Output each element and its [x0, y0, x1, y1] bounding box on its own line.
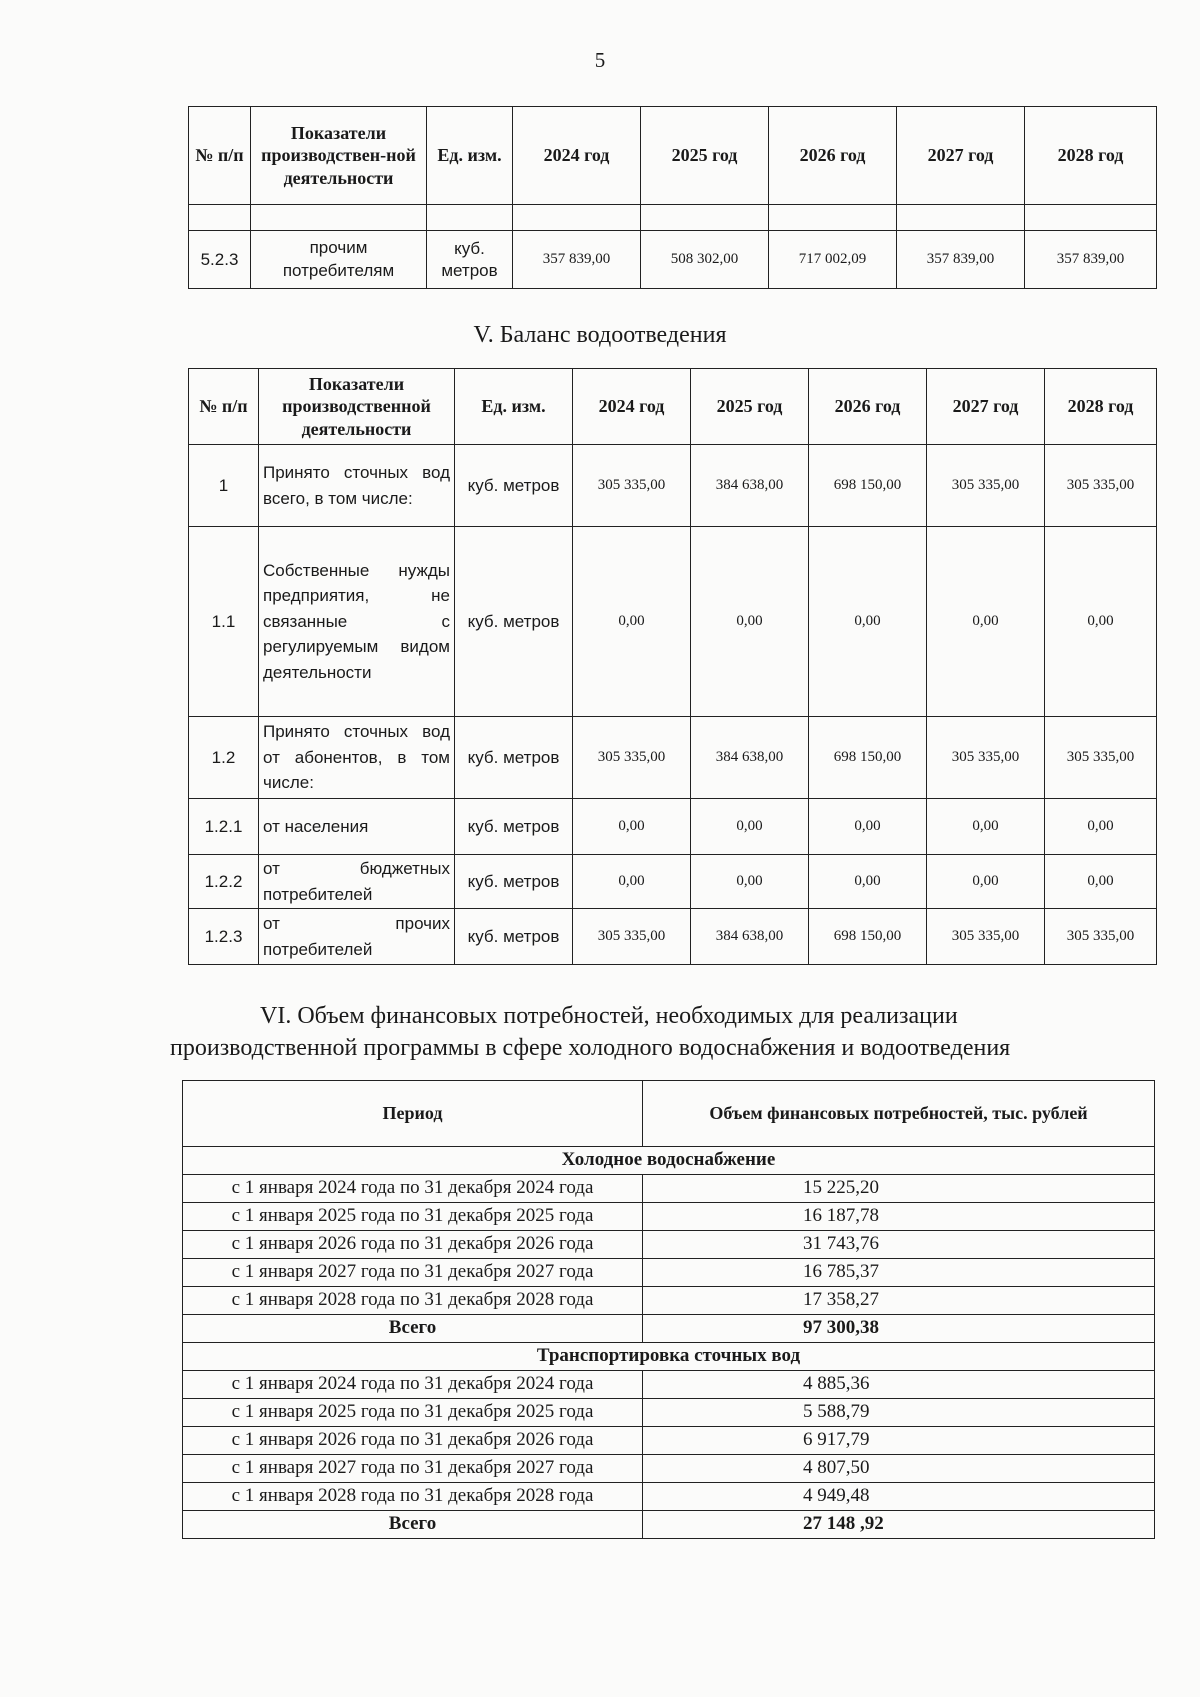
total-label: Всего — [183, 1511, 643, 1539]
value-2025: 384 638,00 — [691, 445, 809, 527]
value-2024: 0,00 — [573, 799, 691, 855]
table-row — [183, 1427, 1155, 1455]
amount-cell: 6 917,79 — [643, 1427, 1155, 1455]
header-index: № п/п — [189, 369, 259, 445]
period-cell: с 1 января 2027 года по 31 декабря 2027 года — [183, 1455, 643, 1483]
value-2027: 0,00 — [927, 855, 1045, 909]
period-cell: с 1 января 2026 года по 31 декабря 2026 года — [183, 1231, 643, 1259]
total-label: Всего — [183, 1315, 643, 1343]
header-index: № п/п — [189, 107, 251, 205]
value-2024: 305 335,00 — [573, 909, 691, 965]
header-indicator: Показатели производственной деятельности — [259, 369, 455, 445]
header-2027: 2027 год — [927, 369, 1045, 445]
row-unit: куб. метров — [455, 909, 573, 965]
value-2026: 0,00 — [809, 855, 927, 909]
value-2026: 698 150,00 — [809, 717, 927, 799]
amount-cell: 5 588,79 — [643, 1399, 1155, 1427]
value-2024: 357 839,00 — [513, 231, 641, 289]
water-supply-table-continuation — [188, 106, 1157, 289]
period-cell: с 1 января 2026 года по 31 декабря 2026 года — [183, 1427, 643, 1455]
value-2028: 357 839,00 — [1025, 231, 1157, 289]
amount-cell: 16 785,37 — [643, 1259, 1155, 1287]
value-2025: 384 638,00 — [691, 717, 809, 799]
row-index: 1.2.3 — [189, 909, 259, 965]
row-index: 5.2.3 — [189, 231, 251, 289]
value-2024: 0,00 — [573, 855, 691, 909]
table-row — [189, 855, 1157, 909]
header-2028: 2028 год — [1025, 107, 1157, 205]
row-name: Собственные нужды предприятия, не связанные с регулируемым видом деятельности — [259, 527, 455, 717]
row-name: прочим потребителям — [251, 231, 427, 289]
table-row — [183, 1259, 1155, 1287]
table-row — [183, 1175, 1155, 1203]
row-name: от прочих потребителей — [259, 909, 455, 965]
table-row — [189, 909, 1157, 965]
table-row — [183, 1483, 1155, 1511]
period-cell: с 1 января 2025 года по 31 декабря 2025 года — [183, 1399, 643, 1427]
header-2025: 2025 год — [641, 107, 769, 205]
title-line-1: VI. Объем финансовых потребностей, необходимых для реализации — [260, 1003, 958, 1029]
header-2027: 2027 год — [897, 107, 1025, 205]
row-unit: куб. метров — [455, 855, 573, 909]
table-row — [183, 1287, 1155, 1315]
section-title-drain-balance: V. Баланс водоотведения — [473, 322, 727, 348]
value-2028: 0,00 — [1045, 855, 1157, 909]
value-2024: 0,00 — [573, 527, 691, 717]
row-index: 1.2.2 — [189, 855, 259, 909]
value-2028: 0,00 — [1045, 799, 1157, 855]
table-row — [189, 717, 1157, 799]
amount-cell: 4 885,36 — [643, 1371, 1155, 1399]
value-2027: 305 335,00 — [927, 717, 1045, 799]
title-line-2: производственной программы в сфере холодного водоснабжения и водоотведения — [170, 1035, 1011, 1062]
amount-cell: 16 187,78 — [643, 1203, 1155, 1231]
amount-cell: 17 358,27 — [643, 1287, 1155, 1315]
section-title-financial-needs — [170, 1000, 1150, 1065]
value-2025: 0,00 — [691, 855, 809, 909]
value-2027: 357 839,00 — [897, 231, 1025, 289]
value-2025: 508 302,00 — [641, 231, 769, 289]
value-2028: 0,00 — [1045, 527, 1157, 717]
row-index: 1.2.1 — [189, 799, 259, 855]
table-row — [189, 527, 1157, 717]
row-name: Принято сточных вод всего, в том числе: — [259, 445, 455, 527]
value-2025: 0,00 — [691, 527, 809, 717]
period-cell: с 1 января 2025 года по 31 декабря 2025 года — [183, 1203, 643, 1231]
header-period: Период — [183, 1081, 643, 1147]
value-2028: 305 335,00 — [1045, 717, 1157, 799]
row-name: Принято сточных вод от абонентов, в том числе: — [259, 717, 455, 799]
row-unit: куб. метров — [455, 445, 573, 527]
value-2028: 305 335,00 — [1045, 445, 1157, 527]
period-cell: с 1 января 2024 года по 31 декабря 2024 года — [183, 1175, 643, 1203]
row-name: от населения — [259, 799, 455, 855]
header-2025: 2025 год — [691, 369, 809, 445]
value-2027: 305 335,00 — [927, 445, 1045, 527]
table-row — [189, 231, 1157, 289]
header-2026: 2026 год — [769, 107, 897, 205]
header-2028: 2028 год — [1045, 369, 1157, 445]
amount-cell: 31 743,76 — [643, 1231, 1155, 1259]
row-unit: куб. метров — [455, 799, 573, 855]
value-2027: 0,00 — [927, 799, 1045, 855]
table-row — [189, 445, 1157, 527]
row-unit: куб. метров — [427, 231, 513, 289]
total-value: 27 148 ,92 — [643, 1511, 1155, 1539]
row-index: 1.1 — [189, 527, 259, 717]
period-cell: с 1 января 2028 года по 31 декабря 2028 года — [183, 1287, 643, 1315]
row-index: 1 — [189, 445, 259, 527]
value-2028: 305 335,00 — [1045, 909, 1157, 965]
value-2024: 305 335,00 — [573, 445, 691, 527]
total-row — [183, 1315, 1155, 1343]
spacer-row — [189, 205, 1157, 231]
table-row — [183, 1371, 1155, 1399]
period-cell: с 1 января 2028 года по 31 декабря 2028 года — [183, 1483, 643, 1511]
header-amount: Объем финансовых потребностей, тыс. рублей — [643, 1081, 1155, 1147]
table-row — [183, 1231, 1155, 1259]
group-header-cold-water: Холодное водоснабжение — [183, 1147, 1155, 1175]
table-row — [189, 799, 1157, 855]
period-cell: с 1 января 2027 года по 31 декабря 2027 года — [183, 1259, 643, 1287]
value-2026: 717 002,09 — [769, 231, 897, 289]
table-row — [183, 1399, 1155, 1427]
header-indicator: Показатели производствен-ной деятельности — [251, 107, 427, 205]
financial-needs-table — [182, 1080, 1155, 1539]
value-2026: 698 150,00 — [809, 909, 927, 965]
row-unit: куб. метров — [455, 717, 573, 799]
header-2024: 2024 год — [513, 107, 641, 205]
header-unit: Ед. изм. — [455, 369, 573, 445]
value-2025: 384 638,00 — [691, 909, 809, 965]
value-2027: 305 335,00 — [927, 909, 1045, 965]
amount-cell: 4 807,50 — [643, 1455, 1155, 1483]
header-2024: 2024 год — [573, 369, 691, 445]
table-row — [183, 1203, 1155, 1231]
group-header-wastewater-transport: Транспортировка сточных вод — [183, 1343, 1155, 1371]
value-2026: 0,00 — [809, 799, 927, 855]
total-value: 97 300,38 — [643, 1315, 1155, 1343]
row-name: от бюджетных потребителей — [259, 855, 455, 909]
row-index: 1.2 — [189, 717, 259, 799]
value-2025: 0,00 — [691, 799, 809, 855]
row-unit: куб. метров — [455, 527, 573, 717]
header-unit: Ед. изм. — [427, 107, 513, 205]
drainage-balance-table — [188, 368, 1157, 965]
amount-cell: 4 949,48 — [643, 1483, 1155, 1511]
value-2026: 698 150,00 — [809, 445, 927, 527]
period-cell: с 1 января 2024 года по 31 декабря 2024 года — [183, 1371, 643, 1399]
value-2024: 305 335,00 — [573, 717, 691, 799]
total-row — [183, 1511, 1155, 1539]
value-2026: 0,00 — [809, 527, 927, 717]
table-row — [183, 1455, 1155, 1483]
value-2027: 0,00 — [927, 527, 1045, 717]
header-2026: 2026 год — [809, 369, 927, 445]
amount-cell: 15 225,20 — [643, 1175, 1155, 1203]
page-number: 5 — [594, 48, 606, 72]
